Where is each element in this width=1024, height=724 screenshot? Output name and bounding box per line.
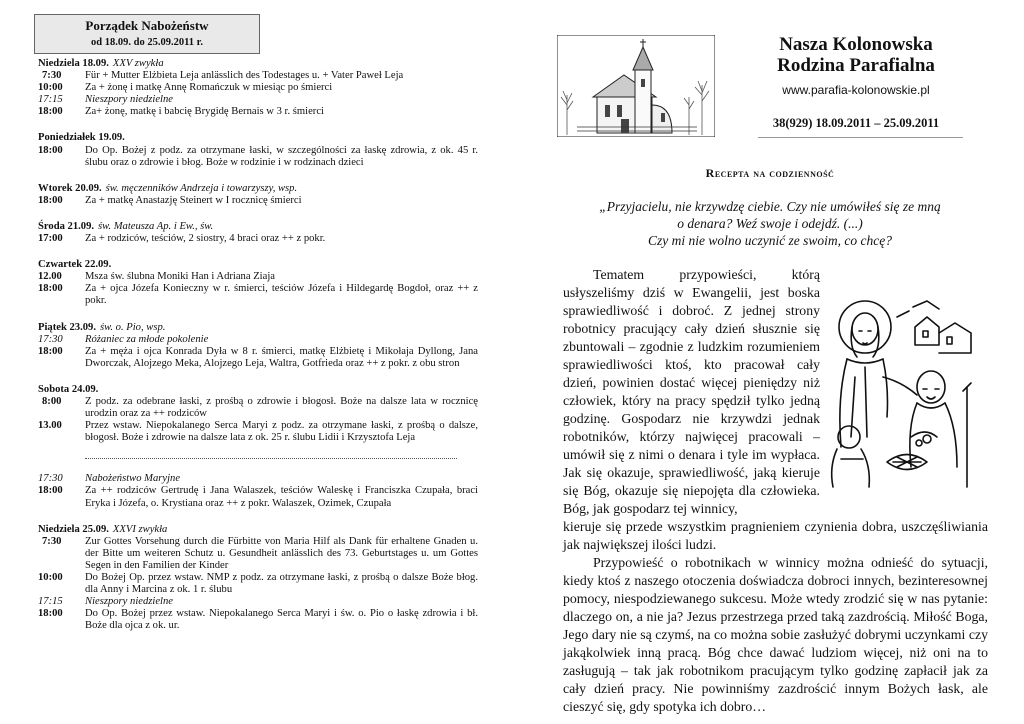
entry-intention: Za + ojca Józefa Konieczny w r. śmierci, teściów Józefa i Hildegardę Bogdoł, oraz ++ z pokr. [85,283,478,307]
entry-intention: Przez wstaw. Niepokalanego Serca Maryi z podz. za otrzymane łaski, z prośbą o dalsze, błogosł. Boże i zdrowie na dalsze lata z ok. 25 r. ślubu Lidii i Krzysztofa Leja [85,420,478,444]
schedule-header-box [34,14,260,54]
schedule-day [38,322,478,370]
schedule-separator [85,458,457,459]
quote-line-3: Czy mi nie wolno uczynić ze swoim, co chcę? [647,233,893,248]
day-heading [38,221,478,233]
schedule-entry [38,271,478,283]
schedule-entry [38,596,478,608]
entry-time: 18:00 [38,194,63,206]
day-date: Czwartek 22.09. [38,259,112,271]
day-feast: XXV zwykła [112,58,164,69]
schedule-entry [38,233,478,245]
day-date: Piątek 23.09. [38,321,96,333]
entry-time: 13.00 [38,420,62,432]
entry-time: 18:00 [38,144,63,156]
parish-url[interactable]: www.parafia-kolonowskie.pl [782,83,930,97]
entry-intention: Za + męża i ojca Konrada Dyła w 8 r. śmierci, matkę Elżbietę i Mikołaja Dyllong, Jana Dworczak, Alojzego Meka, Alojzego Leja, Waltra, Gotfrieda oraz ++ z pokr. z obu stron [85,345,478,369]
schedule-day [38,473,478,509]
day-heading [38,132,478,144]
entry-time: 10:00 [38,572,63,583]
day-heading [38,322,478,334]
entry-time: 17:30 [38,333,63,345]
schedule-entry [38,283,478,307]
schedule-entry [38,608,478,632]
entry-intention: Zur Gottes Vorsehung durch die Fürbitte von Maria Hilf als Dank für erhaltene Gnaden u. der Bitte um weiteren Schutz u. Gesundheit anlässlich des 73. Geburtstages u. um Gottes Segen in den Familien der Kinder [85,535,478,571]
day-date: Niedziela 25.09. [38,523,109,535]
schedule-entry [38,346,478,370]
entry-intention: Do Op. Bożej przez wstaw. Niepokalanego Serca Maryi i św. o. Pio o łaskę zdrowia i bł. Boże dla ojca z ok. ur. [85,608,478,632]
day-heading [38,384,478,396]
entry-intention: Nabożeństwo Maryjne [85,473,181,485]
schedule-day [38,259,478,307]
schedule-entry [38,94,478,106]
day-date: Sobota 24.09. [38,383,99,395]
day-date: Wtorek 20.09. [38,182,102,194]
day-date: Niedziela 18.09. [38,58,109,69]
entry-intention: Do Bożej Op. przez wstaw. NMP z podz. za otrzymane łaski, z prośbą o dalsze Boże błog. dla Anny i Marcina z ok. 1 r. ślubu [85,572,478,596]
quote-line-2: o denara? Weź swoje i odejdź. (...) [677,216,863,231]
day-feast: św. Mateusza Ap. i Ew., św. [98,220,214,232]
day-heading [38,524,478,536]
day-feast: św. o. Pio, wsp. [99,321,166,333]
schedule-entry [38,70,478,82]
schedule-title: Porządek Nabożeństw [85,18,209,33]
church-illustration [557,35,715,137]
entry-intention: Za + rodziców, teściów, 2 siostry, 4 braci oraz ++ z pokr. [85,233,326,245]
entry-time: 10:00 [38,82,63,94]
schedule-entry [38,145,478,169]
vineyard-workers-illustration [827,287,982,492]
article-paragraph-1-continued: kieruje się przede wszystkim pragnieniem czynienia dobra, uszczęśliwiania jak największej ilości ludzi. [563,519,988,552]
entry-intention: Nieszpory niedzielne [85,94,173,106]
schedule-entry [38,572,478,596]
day-heading [38,259,478,271]
entry-time: 17:15 [38,94,63,106]
entry-time: 17:15 [38,596,63,608]
entry-intention: Msza św. ślubna Moniki Han i Adriana Ziaja [85,271,275,283]
newsletter-title [745,34,967,76]
schedule-period: od 18.09. do 25.09.2011 r. [91,37,203,48]
day-date: Środa 21.09. [38,220,95,232]
day-feast: XXVI zwykła [112,523,168,535]
schedule-entry [38,396,478,420]
issue-number: 38(929) 18.09.2011 – 25.09.2011 [772,116,940,130]
article-paragraph-1: Tematem przypowieści, którą usłyszeliśmy dziś w Ewangelii, jest boska sprawiedliwość i dobroć. Z jednej strony robotnicy pracujący cały dzień słusznie się zbuntowali – zgodnie z ludzkim rozumieniem sprawiedliwości ktoś, kto pracował cały dzień, powinien dostać więcej pieniędzy niż człowiek, który na pracy spędził tylko jedną godzinę. Gospodarz nie krzywdzi jednak robotników, którzy najwięcej pracowali – umówił się z nimi o denara i tyle im wypłaca. Jak się okazuje, sprawiedliwość, jaką kieruje się Bóg, okazuje się niepojęta dla człowieka. Bóg, jak gospodarz tej winnicy, [563,267,820,516]
entry-time: 7:30 [42,70,62,82]
schedule-entry [38,82,478,94]
entry-intention: Für + Mutter Elżbieta Leja anlässlich des Todestages u. + Vater Paweł Leja [85,70,404,82]
entry-time: 7:30 [42,535,62,547]
day-heading [38,58,478,70]
quote-line-1: „Przyjacielu, nie krzywdzę ciebie. Czy nie umówiłeś się ze mną [599,199,941,214]
title-line-1: Nasza Kolonowska [779,34,933,55]
entry-intention: Za + żonę i matkę Annę Romańczuk w miesiąc po śmierci [85,82,333,94]
schedule-day [38,384,478,444]
entry-time: 17:00 [38,233,63,245]
schedule-day [38,221,478,245]
entry-time: 18:00 [38,485,63,497]
entry-time: 18:00 [38,106,63,118]
day-date: Poniedziałek 19.09. [38,132,125,144]
entry-time: 12.00 [38,271,62,283]
entry-time: 8:00 [42,395,62,407]
day-heading [38,183,478,195]
schedule-entry [38,485,478,509]
mass-schedule [38,58,478,646]
title-line-2: Rodzina Parafialna [777,55,935,76]
entry-intention: Z podz. za odebrane łaski, z prośbą o zdrowie i błogosł. Boże na dalsze lata w rocznicę urodzin oraz za ++ rodziców [85,395,478,420]
day-feast: św. męczenników Andrzeja i towarzyszy, wsp. [105,182,298,194]
entry-intention: Za + matkę Anastazję Steinert w I rocznicę śmierci [85,194,302,206]
schedule-entry [38,106,478,118]
schedule-day [38,524,478,633]
article-paragraph-2: Przypowieść o robotnikach w winnicy można odnieść do sytuacji, kiedy ktoś z naszego otoczenia doświadcza dobroci innych, bezinteresownej pomocy, niespodziewanego sukcesu. Może wtedy zrodzić się w nas pytanie: dlaczego on, a nie ja? Jezus przestrzega przed taką zazdrością. Miłość Boga, Jego dary nie są czymś, na co można sobie zasłużyć dobrymi uczynkami czy jakąkolwiek inną pracą. Bóg chce dawać ludziom więcej, niż oni na to zasługują – tak jak robotnikom pracującym tylko godzinę zapłacił jak za cały dzień pracy. Nie powinniśmy zazdrościć innym Bożych łask, ale cieszyć się, gdy spotyka ich dobro… [563,555,988,714]
schedule-entry [38,334,478,346]
schedule-entry [38,420,478,444]
entry-intention: Za+ żonę, matkę i babcię Brygidę Bernais w 3 r. śmierci [85,106,324,118]
schedule-entry [38,536,478,572]
schedule-day [38,58,478,118]
entry-intention: Nieszpory niedzielne [85,596,173,608]
entry-intention: Za ++ rodziców Gertrudę i Jana Walaszek, teściów Waleskę i Franciszka Czupała, braci Eryka i Józefa, o. Krystiana oraz ++ z pokr. Walaszek, Ozimek, Czupała [85,485,478,509]
schedule-entry [38,195,478,207]
gospel-quote [560,198,980,249]
schedule-day [38,132,478,168]
article-section-title: Recepta na codzienność [705,166,835,180]
entry-time: 17:30 [38,473,63,485]
entry-time: 18:00 [38,345,63,357]
masthead-divider [758,137,963,138]
entry-time: 18:00 [38,608,63,620]
entry-time: 18:00 [38,283,63,295]
entry-intention: Różaniec za młode pokolenie [85,333,209,345]
schedule-entry [38,473,478,485]
schedule-day [38,183,478,207]
entry-intention: Do Op. Bożej z podz. za otrzymane łaski, w szczególności za łaskę zdrowia, z ok. 45 r. ślubu oraz o zdrowie i błog. Boże w rodzinie i w rodzinach dzieci [85,144,478,168]
